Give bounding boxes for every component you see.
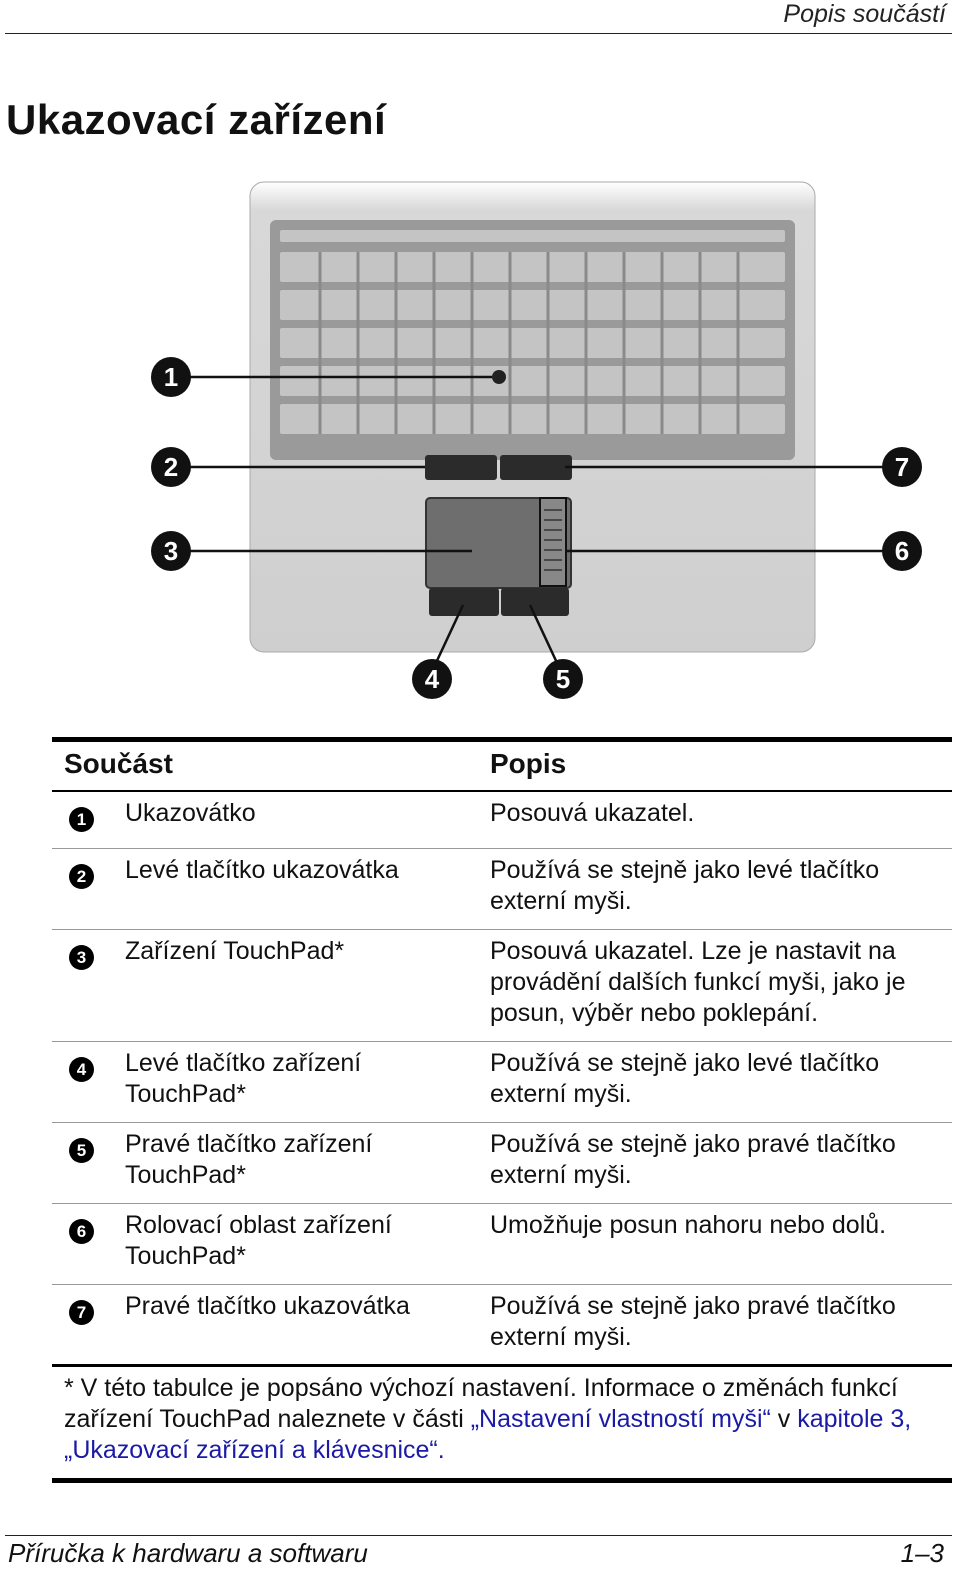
component-description: Používá se stejně jako pravé tlačítko externí myši. [490,1292,896,1351]
component-name: Levé tlačítko ukazovátka [125,856,399,884]
table-row [52,930,952,1042]
table-header [52,742,952,792]
pointing-devices-figure [140,180,940,710]
touchpad-left-button [429,588,499,616]
component-description: Posouvá ukazatel. Lze je nastavit na provádění dalších funkcí myši, jako je posun, výběr nebo poklepání. [490,937,906,1027]
header-description: Popis [490,748,567,779]
row-number-badge: 2 [69,864,94,889]
table-row [52,792,952,849]
pointing-stick-right-button [500,455,572,480]
footnote-text: v [770,1405,798,1433]
table-row [52,1285,952,1367]
row-number-badge: 7 [69,1300,94,1325]
component-name: Rolovací oblast zařízení TouchPad* [125,1211,392,1270]
pointing-stick-left-button [425,455,497,480]
mouse-properties-link[interactable]: „Nastavení vlastností myši“ [470,1405,771,1433]
pointing-stick [492,370,506,384]
table-row [52,849,952,930]
page-title: Ukazovací zařízení [6,96,387,143]
component-name: Zařízení TouchPad* [125,937,345,965]
table-footnote [52,1367,952,1483]
callout-5: 5 [555,664,571,694]
row-number-badge: 5 [69,1138,94,1163]
component-name: Ukazovátko [125,799,256,827]
footer-book-title: Příručka k hardwaru a softwaru [8,1538,368,1568]
header-rule [5,33,952,34]
header-component: Součást [64,748,173,779]
callout-1: 1 [163,362,179,392]
table-row [52,1042,952,1123]
touchpad-right-button [501,588,569,616]
callout-2: 2 [163,452,179,482]
callout-3: 3 [163,536,179,566]
callout-6: 6 [894,536,910,566]
components-table [52,737,952,1483]
chapter-3-link[interactable]: kapitole 3, „Ukazovací zařízení a klávesnice“. [64,1405,912,1464]
component-description: Používá se stejně jako levé tlačítko externí myši. [490,1049,880,1108]
component-name: Pravé tlačítko ukazovátka [125,1292,410,1320]
footnote-text: * V této tabulce je popsáno výchozí nastavení. Informace o změnách funkcí zařízení TouchPad naleznete v části [64,1374,898,1433]
row-number-badge: 1 [69,807,94,832]
row-number-badge: 6 [69,1219,94,1244]
row-number-badge: 4 [69,1057,94,1082]
component-description: Používá se stejně jako levé tlačítko externí myši. [490,856,880,915]
row-number-badge: 3 [69,945,94,970]
callout-4: 4 [424,664,440,694]
touchpad-scroll-zone [540,498,566,586]
component-name: Levé tlačítko zařízení TouchPad* [125,1049,362,1108]
table-row [52,1123,952,1204]
footer-page-number: 1–3 [900,1538,944,1568]
component-name: Pravé tlačítko zařízení TouchPad* [125,1130,373,1189]
callout-7: 7 [894,452,910,482]
table-row [52,1204,952,1285]
component-description: Používá se stejně jako pravé tlačítko externí myši. [490,1130,896,1189]
running-head: Popis součástí [783,0,946,28]
component-description: Posouvá ukazatel. [490,799,695,827]
component-description: Umožňuje posun nahoru nebo dolů. [490,1211,887,1239]
footer-rule [5,1535,952,1536]
laptop-body-illustration [250,182,815,652]
